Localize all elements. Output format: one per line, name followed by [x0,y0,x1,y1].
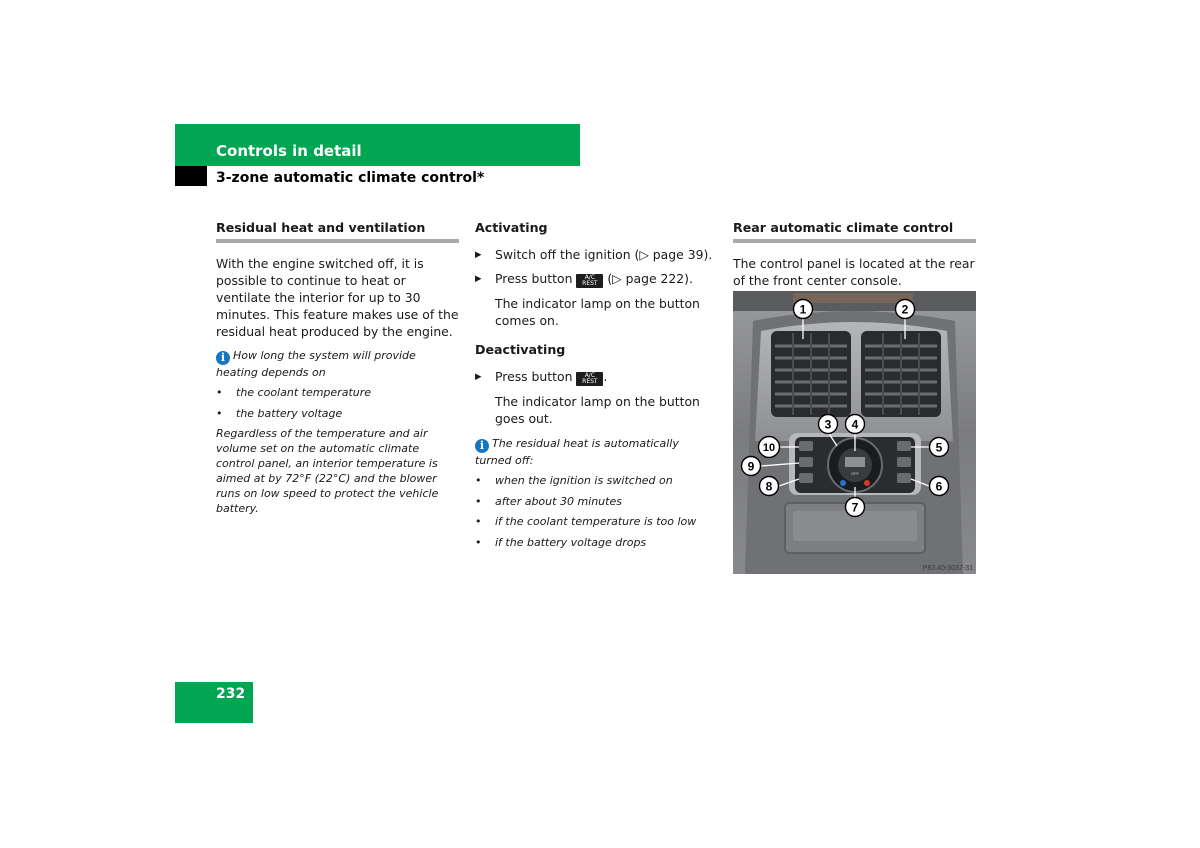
svg-text:10: 10 [762,442,776,454]
svg-text:6: 6 [935,479,943,494]
info-icon: i [475,439,489,453]
svg-text:4: 4 [851,417,859,432]
auto-off-note [475,436,718,550]
rear-control-heading: Rear automatic climate control [733,219,976,243]
ac-rest-button-icon: A/C REST [576,372,603,386]
activating-heading: Activating [475,220,548,235]
deactivating-heading: Deactivating [475,342,566,357]
step-result: The indicator lamp on the button goes out. [495,394,700,426]
callout-1 [794,300,813,319]
svg-text:2: 2 [901,302,909,317]
column-activation [475,219,718,555]
ac-rest-button-icon: A/C REST [576,274,603,288]
step-result: The indicator lamp on the button comes on. [495,296,700,328]
list-item: • the battery voltage [216,406,459,421]
note-intro: i How long the system will provide heating depends on [216,349,416,379]
chapter-title: Controls in detail [216,142,362,160]
svg-text:1: 1 [799,302,807,317]
svg-text:5: 5 [935,440,943,455]
svg-text:8: 8 [765,479,773,494]
list-item: • after about 30 minutes [475,494,718,509]
callout-3 [819,415,838,434]
residual-heat-note [216,348,459,516]
svg-text:7: 7 [851,500,859,515]
callout-5 [930,438,949,457]
list-item: • when the ignition is switched on [475,473,718,488]
note-list [475,473,718,550]
step-press-button: ▶ Press button A/C REST (▷ page 222). [475,270,718,288]
list-item: • if the coolant temperature is too low [475,514,718,529]
column-rear-control [733,219,976,297]
residual-heat-body: With the engine switched off, it is possible to continue to heat or ventilate the interior for up to 30 minutes. This feature makes use of the residual heat produced by the engine. [216,256,459,339]
list-item: • the coolant temperature [216,385,459,400]
note-tail: Regardless of the temperature and air volume set on the automatic climate control panel, an interior temperature is aimed at by 72°F (22°C) and the blower runs on low speed to protect the vehicle battery. [216,427,439,515]
column-residual-heat [216,219,459,516]
knob-label: OFF [851,471,859,476]
callout-10 [759,437,780,458]
list-item: • if the battery voltage drops [475,535,718,550]
residual-heat-heading: Residual heat and ventilation [216,219,459,243]
figure-code: P83.40-3037-31 [922,565,973,572]
svg-text:9: 9 [747,459,755,474]
note-list [216,385,459,421]
note-intro: i The residual heat is automatically turned off: [475,437,679,467]
section-title: 3-zone automatic climate control* [216,170,485,186]
step-press-button: ▶ Press button A/C REST . [475,368,718,386]
svg-text:3: 3 [824,417,832,432]
rear-console-photo [733,291,976,574]
step-switch-off-ignition: ▶ Switch off the ignition (▷ page 39). [475,246,718,263]
info-icon: i [216,351,230,365]
callout-7 [846,498,865,517]
callout-6 [930,477,949,496]
header-marker [175,166,207,186]
callout-9 [742,457,761,476]
callout-8 [760,477,779,496]
callout-4 [846,415,865,434]
rear-control-body: The control panel is located at the rear of the front center console. [733,256,975,288]
console-illustration [733,291,976,574]
page-number: 232 [216,686,246,702]
callout-2 [896,300,915,319]
